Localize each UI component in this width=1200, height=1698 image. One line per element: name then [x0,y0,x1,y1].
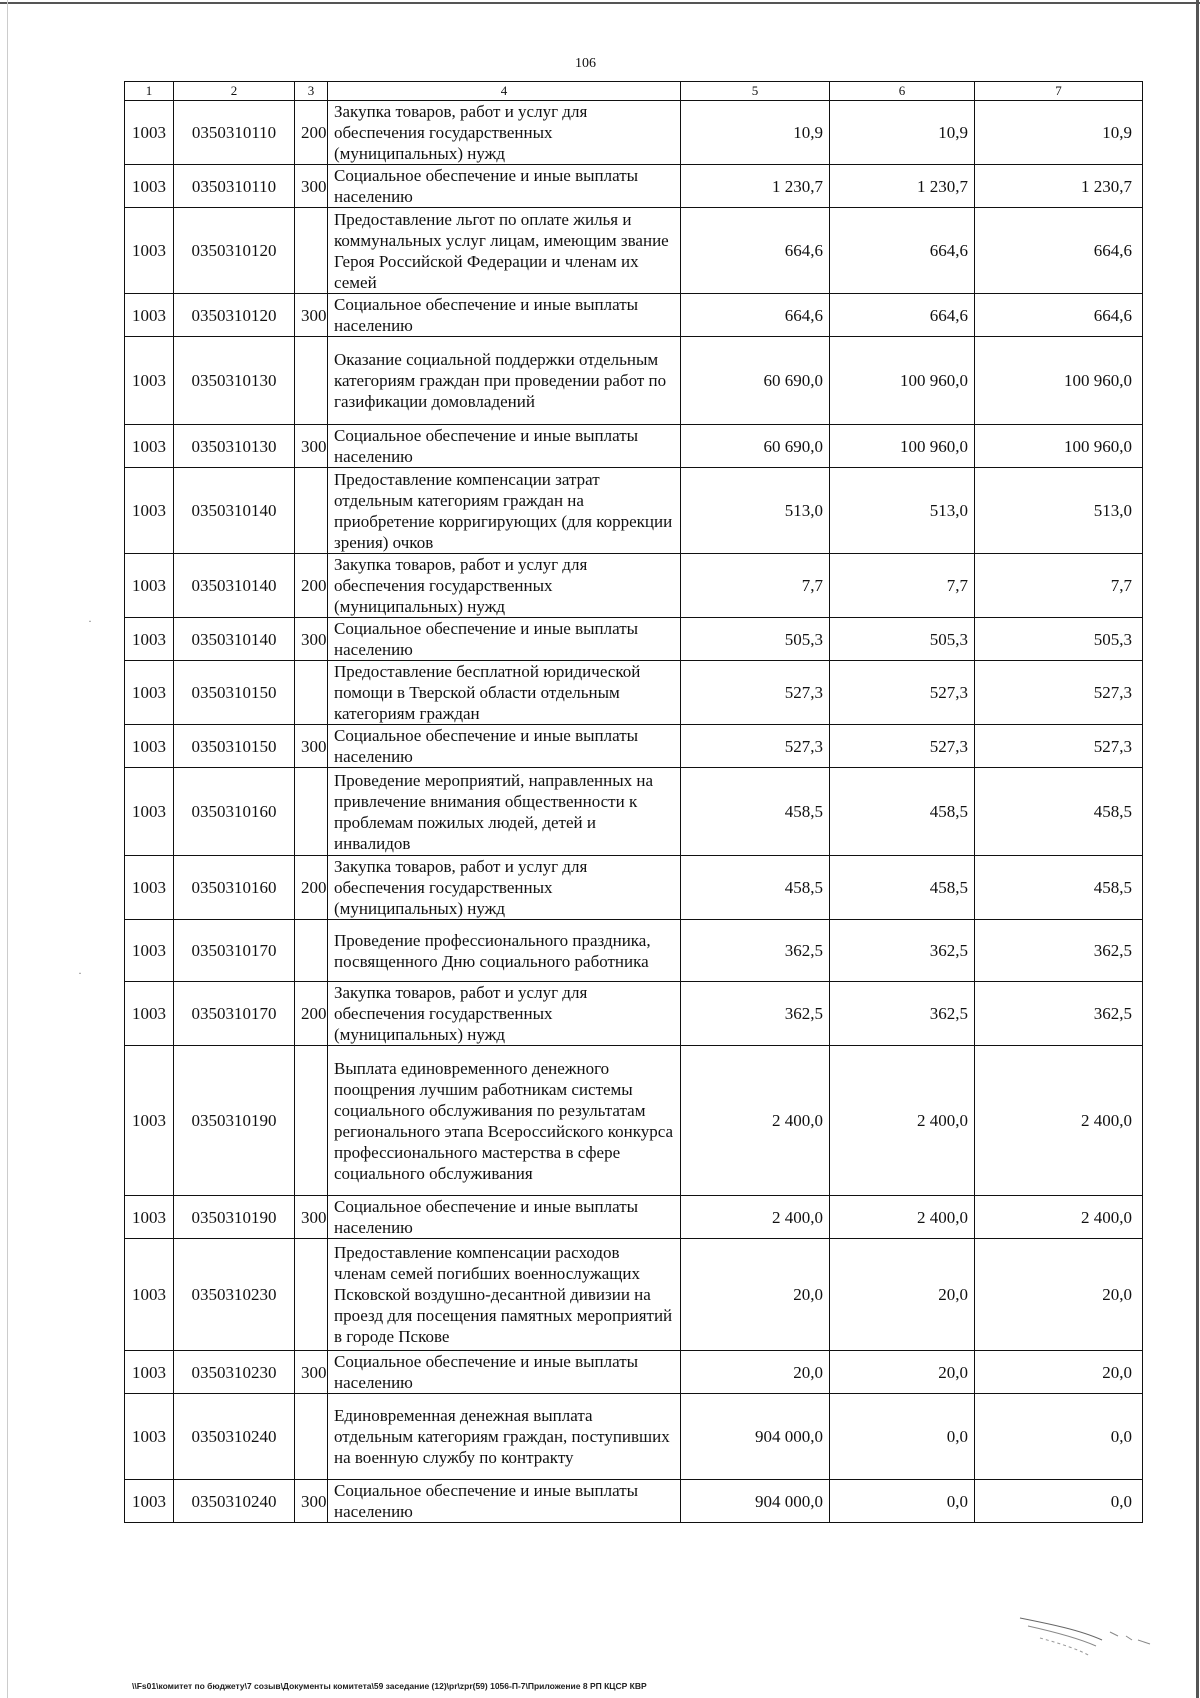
section-code-cell: 1003 [125,337,174,425]
amount-year1-cell: 458,5 [681,856,830,920]
column-header: 3 [295,82,328,101]
table-row [125,618,1143,661]
amount-year2-cell: 458,5 [830,856,975,920]
table-row [125,294,1143,337]
description-cell: Предоставление бесплатной юридической помощи в Тверской области отдельным категориям граждан [328,661,681,725]
table-row [125,856,1143,920]
amount-year2-cell: 100 960,0 [830,337,975,425]
scan-mark: · [78,966,82,980]
expense-type-cell: 200 [295,101,328,165]
target-article-cell: 0350310230 [174,1351,295,1394]
amount-year1-cell: 664,6 [681,208,830,294]
expense-type-cell: 300 [295,1480,328,1523]
amount-year1-cell: 7,7 [681,554,830,618]
amount-year1-cell: 20,0 [681,1239,830,1351]
section-code-cell: 1003 [125,294,174,337]
expense-type-cell: 200 [295,856,328,920]
amount-year1-cell: 527,3 [681,725,830,768]
section-code-cell: 1003 [125,468,174,554]
target-article-cell: 0350310170 [174,920,295,982]
amount-year3-cell: 458,5 [975,856,1143,920]
amount-year1-cell: 904 000,0 [681,1394,830,1480]
amount-year2-cell: 0,0 [830,1394,975,1480]
expense-type-cell: 300 [295,294,328,337]
description-cell: Социальное обеспечение и иные выплаты населению [328,618,681,661]
description-cell: Единовременная денежная выплата отдельным категориям граждан, поступивших на военную службу по контракту [328,1394,681,1480]
target-article-cell: 0350310120 [174,208,295,294]
column-header: 5 [681,82,830,101]
amount-year3-cell: 664,6 [975,208,1143,294]
table-row [125,554,1143,618]
amount-year1-cell: 362,5 [681,920,830,982]
table-row [125,1239,1143,1351]
expense-type-cell: 300 [295,618,328,661]
expense-type-cell [295,208,328,294]
amount-year2-cell: 2 400,0 [830,1046,975,1196]
budget-table [124,81,1143,1523]
amount-year3-cell: 2 400,0 [975,1196,1143,1239]
table-row [125,208,1143,294]
scan-top-edge [0,2,1200,4]
amount-year3-cell: 0,0 [975,1480,1143,1523]
column-header: 4 [328,82,681,101]
expense-type-cell [295,1046,328,1196]
amount-year1-cell: 60 690,0 [681,425,830,468]
amount-year3-cell: 458,5 [975,768,1143,856]
amount-year2-cell: 20,0 [830,1239,975,1351]
target-article-cell: 0350310120 [174,294,295,337]
amount-year2-cell: 527,3 [830,661,975,725]
expense-type-cell [295,768,328,856]
amount-year2-cell: 664,6 [830,208,975,294]
section-code-cell: 1003 [125,1480,174,1523]
section-code-cell: 1003 [125,856,174,920]
section-code-cell: 1003 [125,661,174,725]
expense-type-cell: 300 [295,1196,328,1239]
amount-year2-cell: 10,9 [830,101,975,165]
target-article-cell: 0350310110 [174,101,295,165]
section-code-cell: 1003 [125,425,174,468]
section-code-cell: 1003 [125,554,174,618]
expense-type-cell: 200 [295,554,328,618]
table-row [125,101,1143,165]
amount-year2-cell: 20,0 [830,1351,975,1394]
amount-year1-cell: 458,5 [681,768,830,856]
amount-year3-cell: 10,9 [975,101,1143,165]
table-row [125,1046,1143,1196]
amount-year1-cell: 904 000,0 [681,1480,830,1523]
table-row [125,337,1143,425]
column-header: 1 [125,82,174,101]
amount-year2-cell: 100 960,0 [830,425,975,468]
description-cell: Социальное обеспечение и иные выплаты населению [328,1196,681,1239]
amount-year2-cell: 7,7 [830,554,975,618]
column-header: 6 [830,82,975,101]
amount-year3-cell: 7,7 [975,554,1143,618]
description-cell: Закупка товаров, работ и услуг для обеспечения государственных (муниципальных) нужд [328,982,681,1046]
amount-year1-cell: 10,9 [681,101,830,165]
amount-year2-cell: 0,0 [830,1480,975,1523]
description-cell: Предоставление компенсации расходов членам семей погибших военнослужащих Псковской воздушно-десантной дивизии на проезд для посещения памятных мероприятий в городе Пскове [328,1239,681,1351]
target-article-cell: 0350310160 [174,856,295,920]
description-cell: Социальное обеспечение и иные выплаты населению [328,725,681,768]
target-article-cell: 0350310160 [174,768,295,856]
description-cell: Закупка товаров, работ и услуг для обеспечения государственных (муниципальных) нужд [328,101,681,165]
target-article-cell: 0350310140 [174,468,295,554]
column-header: 2 [174,82,295,101]
column-header: 7 [975,82,1143,101]
signature-mark [1010,1610,1160,1670]
scan-mark: · [88,614,92,628]
section-code-cell: 1003 [125,1239,174,1351]
amount-year3-cell: 505,3 [975,618,1143,661]
expense-type-cell: 300 [295,1351,328,1394]
expense-type-cell [295,661,328,725]
amount-year2-cell: 2 400,0 [830,1196,975,1239]
target-article-cell: 0350310140 [174,554,295,618]
table-row [125,1196,1143,1239]
section-code-cell: 1003 [125,101,174,165]
amount-year1-cell: 527,3 [681,661,830,725]
amount-year1-cell: 2 400,0 [681,1046,830,1196]
description-cell: Социальное обеспечение и иные выплаты населению [328,1351,681,1394]
table-row [125,165,1143,208]
amount-year1-cell: 513,0 [681,468,830,554]
amount-year3-cell: 513,0 [975,468,1143,554]
page-number: 106 [575,56,596,71]
amount-year2-cell: 1 230,7 [830,165,975,208]
amount-year3-cell: 527,3 [975,661,1143,725]
scan-left-edge [7,0,8,1698]
amount-year1-cell: 664,6 [681,294,830,337]
description-cell: Предоставление льгот по оплате жилья и коммунальных услуг лицам, имеющим звание Героя Российской Федерации и членам их семей [328,208,681,294]
description-cell: Социальное обеспечение и иные выплаты населению [328,165,681,208]
target-article-cell: 0350310240 [174,1394,295,1480]
amount-year3-cell: 362,5 [975,920,1143,982]
amount-year3-cell: 2 400,0 [975,1046,1143,1196]
amount-year2-cell: 527,3 [830,725,975,768]
amount-year3-cell: 527,3 [975,725,1143,768]
target-article-cell: 0350310150 [174,661,295,725]
target-article-cell: 0350310190 [174,1046,295,1196]
description-cell: Социальное обеспечение и иные выплаты населению [328,1480,681,1523]
description-cell: Проведение мероприятий, направленных на привлечение внимания общественности к проблемам пожилых людей, детей и инвалидов [328,768,681,856]
table-row [125,768,1143,856]
expense-type-cell: 300 [295,725,328,768]
description-cell: Выплата единовременного денежного поощрения лучшим работникам системы социального обслуживания по результатам регионального этапа Всероссийского конкурса профессионального мастерства в сфере социального обслуживания [328,1046,681,1196]
section-code-cell: 1003 [125,920,174,982]
target-article-cell: 0350310170 [174,982,295,1046]
description-cell: Проведение профессионального праздника, посвященного Дню социального работника [328,920,681,982]
amount-year1-cell: 505,3 [681,618,830,661]
expense-type-cell: 300 [295,165,328,208]
table-row [125,1351,1143,1394]
target-article-cell: 0350310150 [174,725,295,768]
expense-type-cell: 200 [295,982,328,1046]
amount-year3-cell: 664,6 [975,294,1143,337]
description-cell: Социальное обеспечение и иные выплаты населению [328,425,681,468]
expense-type-cell [295,1239,328,1351]
expense-type-cell [295,920,328,982]
section-code-cell: 1003 [125,1046,174,1196]
amount-year3-cell: 20,0 [975,1239,1143,1351]
expense-type-cell [295,1394,328,1480]
expense-type-cell: 300 [295,425,328,468]
amount-year2-cell: 362,5 [830,982,975,1046]
table-row [125,661,1143,725]
expense-type-cell [295,337,328,425]
table-header-row [125,82,1143,101]
section-code-cell: 1003 [125,1351,174,1394]
target-article-cell: 0350310130 [174,337,295,425]
expense-type-cell [295,468,328,554]
amount-year3-cell: 20,0 [975,1351,1143,1394]
amount-year3-cell: 1 230,7 [975,165,1143,208]
table-row [125,1480,1143,1523]
amount-year1-cell: 1 230,7 [681,165,830,208]
section-code-cell: 1003 [125,618,174,661]
target-article-cell: 0350310230 [174,1239,295,1351]
table-row [125,468,1143,554]
section-code-cell: 1003 [125,165,174,208]
target-article-cell: 0350310110 [174,165,295,208]
target-article-cell: 0350310240 [174,1480,295,1523]
amount-year3-cell: 100 960,0 [975,425,1143,468]
description-cell: Закупка товаров, работ и услуг для обеспечения государственных (муниципальных) нужд [328,856,681,920]
file-path-footer: \\Fs01\комитет по бюджету\7 созыв\Документы комитета\59 заседание (12)\pr\zpr(59) 1056-П-7\Приложение 8 РП КЦСР КВР [132,1681,647,1691]
target-article-cell: 0350310190 [174,1196,295,1239]
section-code-cell: 1003 [125,1196,174,1239]
amount-year1-cell: 362,5 [681,982,830,1046]
amount-year3-cell: 362,5 [975,982,1143,1046]
amount-year2-cell: 362,5 [830,920,975,982]
amount-year2-cell: 513,0 [830,468,975,554]
table-row [125,425,1143,468]
description-cell: Социальное обеспечение и иные выплаты населению [328,294,681,337]
amount-year2-cell: 664,6 [830,294,975,337]
section-code-cell: 1003 [125,982,174,1046]
table-row [125,920,1143,982]
amount-year2-cell: 458,5 [830,768,975,856]
scan-right-edge [1196,0,1199,1698]
description-cell: Закупка товаров, работ и услуг для обеспечения государственных (муниципальных) нужд [328,554,681,618]
section-code-cell: 1003 [125,725,174,768]
table-row [125,982,1143,1046]
target-article-cell: 0350310130 [174,425,295,468]
section-code-cell: 1003 [125,1394,174,1480]
section-code-cell: 1003 [125,768,174,856]
table-row [125,725,1143,768]
amount-year3-cell: 100 960,0 [975,337,1143,425]
amount-year1-cell: 20,0 [681,1351,830,1394]
table-row [125,1394,1143,1480]
description-cell: Оказание социальной поддержки отдельным категориям граждан при проведении работ по газификации домовладений [328,337,681,425]
amount-year1-cell: 2 400,0 [681,1196,830,1239]
section-code-cell: 1003 [125,208,174,294]
description-cell: Предоставление компенсации затрат отдельным категориям граждан на приобретение корригирующих (для коррекции зрения) очков [328,468,681,554]
amount-year2-cell: 505,3 [830,618,975,661]
amount-year3-cell: 0,0 [975,1394,1143,1480]
target-article-cell: 0350310140 [174,618,295,661]
amount-year1-cell: 60 690,0 [681,337,830,425]
